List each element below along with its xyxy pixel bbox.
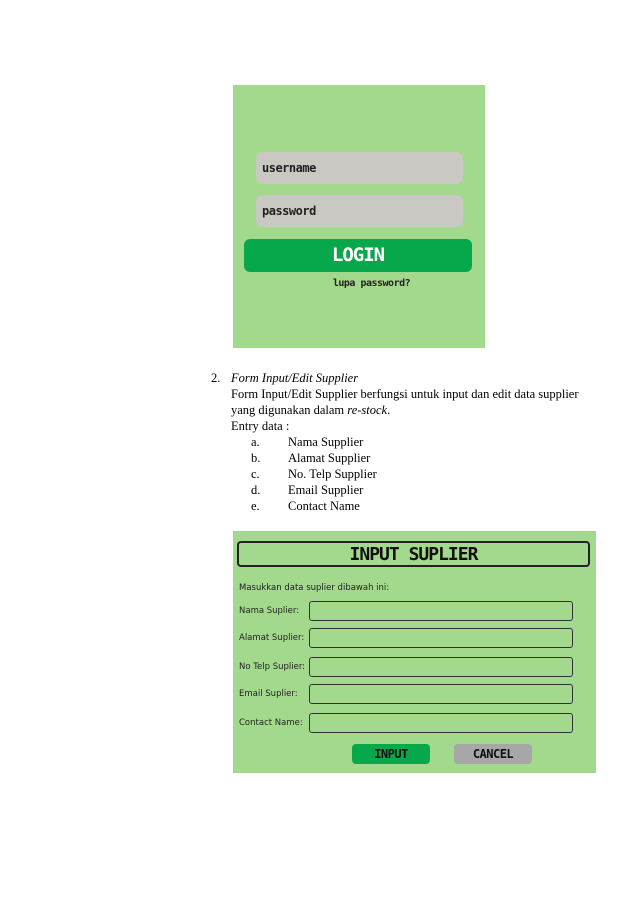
login-button[interactable]: LOGIN [244, 239, 472, 272]
list-item-text: Nama Supplier [288, 435, 364, 449]
list-item [211, 498, 611, 514]
list-item-text: Email Supplier [288, 483, 364, 497]
section-text [211, 370, 611, 514]
username-field[interactable]: username [256, 152, 463, 184]
list-item-marker: c. [251, 467, 260, 481]
list-item-marker: d. [251, 483, 261, 497]
section-number: 2. [211, 371, 221, 385]
list-item [211, 466, 611, 482]
input-supplier-mockup [233, 531, 596, 773]
telp-supplier-input[interactable] [309, 657, 573, 677]
list-item-text: No. Telp Supplier [288, 467, 377, 481]
telp-supplier-label: No Telp Suplier: [239, 662, 306, 672]
contact-name-input[interactable] [309, 713, 573, 733]
forgot-password-link[interactable]: lupa password? [332, 278, 411, 289]
nama-supplier-input[interactable] [309, 601, 573, 621]
list-item [211, 450, 611, 466]
section-description-line2 [211, 402, 611, 418]
email-supplier-label: Email Suplier: [239, 689, 298, 699]
list-item [211, 434, 611, 450]
cancel-button[interactable]: CANCEL [454, 744, 532, 764]
password-field[interactable]: password [256, 195, 463, 227]
list-item-text: Alamat Supplier [288, 451, 371, 465]
section-description-line1: Form Input/Edit Supplier berfungsi untuk input dan edit data supplier [231, 387, 579, 401]
entry-data-label: Entry data : [231, 419, 290, 433]
description-end: . [387, 403, 391, 417]
alamat-supplier-input[interactable] [309, 628, 573, 648]
description-text: yang digunakan dalam [231, 403, 348, 417]
list-item-marker: a. [251, 435, 260, 449]
description-emphasis: re-stock [347, 403, 388, 417]
supplier-form-title: INPUT SUPLIER [237, 541, 590, 567]
email-supplier-input[interactable] [309, 684, 573, 704]
nama-supplier-label: Nama Suplier: [239, 606, 300, 616]
list-item-marker: e. [251, 499, 260, 513]
supplier-form-intro: Masukkan data suplier dibawah ini: [239, 583, 390, 593]
section-title: Form Input/Edit Supplier [231, 371, 359, 385]
section-heading [211, 370, 611, 386]
list-item-text: Contact Name [288, 499, 360, 513]
alamat-supplier-label: Alamat Suplier: [239, 633, 305, 643]
list-item [211, 482, 611, 498]
contact-name-label: Contact Name: [239, 718, 303, 728]
list-item-marker: b. [251, 451, 261, 465]
input-button[interactable]: INPUT [352, 744, 430, 764]
login-mockup [233, 85, 485, 348]
